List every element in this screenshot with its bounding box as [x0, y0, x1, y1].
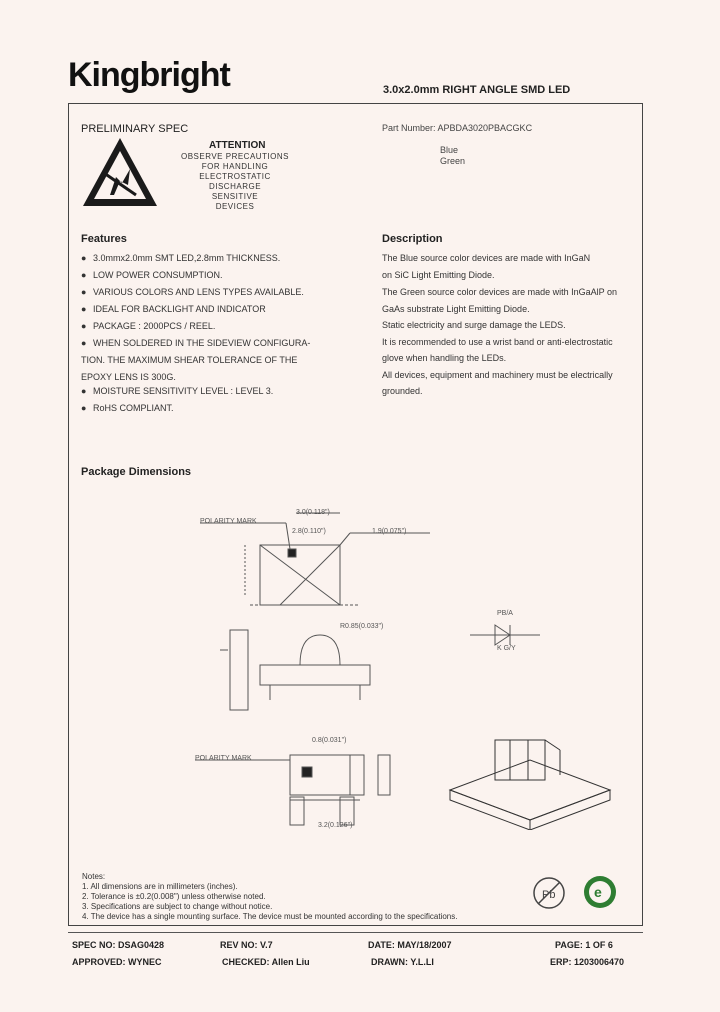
dimension-label: 3.0(0.118") [296, 509, 330, 516]
spec-number: SPEC NO: DSAG0428 [72, 940, 165, 950]
svg-text:e: e [594, 884, 602, 900]
circuit-pins: K G/Y [497, 645, 516, 652]
esd-warning-icon [80, 133, 160, 213]
note-line: 3. Specifications are subject to change without notice. [82, 902, 273, 911]
polarity-mark-label: POLARITY MARK [200, 518, 257, 525]
attention-title: ATTENTION [209, 140, 266, 151]
erp-number: ERP: 1203006470 [550, 957, 625, 967]
feature-bullet: ● [81, 287, 87, 297]
feature-item [81, 304, 266, 314]
description-line: glove when handling the LEDs. [382, 353, 507, 363]
dimension-label: R0.85(0.033") [340, 623, 384, 630]
circuit-label: PB/A [497, 610, 513, 617]
dimension-label: 1.9(0.075") [372, 528, 407, 535]
approved-by: APPROVED: WYNEC [72, 957, 162, 967]
feature-item [81, 355, 297, 365]
feature-bullet: ● [81, 386, 87, 396]
attention-line: OBSERVE PRECAUTIONS [180, 152, 290, 161]
feature-item [81, 253, 280, 263]
kingbright-logo: Kingbright [68, 56, 230, 94]
feature-item [81, 270, 223, 280]
description-line: All devices, equipment and machinery must be electrically [382, 370, 613, 380]
feature-text: VARIOUS COLORS AND LENS TYPES AVAILABLE. [93, 287, 304, 297]
isometric-view-drawing [440, 720, 620, 830]
note-line: 2. Tolerance is ±0.2(0.008") unless otherwise noted. [82, 892, 266, 901]
color-blue: Blue [440, 145, 459, 155]
preliminary-label: PRELIMINARY SPEC [81, 123, 189, 135]
feature-text: PACKAGE : 2000PCS / REEL. [93, 321, 216, 331]
feature-item [81, 372, 176, 382]
feature-bullet: ● [81, 304, 87, 314]
page-indicator: PAGE: 1 OF 6 [555, 940, 613, 950]
package-heading: Package Dimensions [81, 466, 192, 478]
dimension-label: 0.8(0.031") [312, 737, 347, 744]
features-heading: Features [81, 233, 127, 245]
feature-bullet: ● [81, 338, 87, 348]
circuit-symbol [465, 610, 545, 660]
feature-text: LOW POWER CONSUMPTION. [93, 270, 223, 280]
feature-item [81, 403, 174, 413]
dimension-label: 3.2(0.126") [318, 822, 353, 829]
drawn-by: DRAWN: Y.L.LI [371, 957, 434, 967]
svg-text:Pb: Pb [542, 889, 556, 901]
checked-by: CHECKED: Allen Liu [222, 957, 310, 967]
feature-bullet: ● [81, 270, 87, 280]
feature-bullet: ● [81, 321, 87, 331]
attention-line: DISCHARGE [208, 182, 262, 191]
document-date: DATE: MAY/18/2007 [368, 940, 452, 950]
revision-number: REV NO: V.7 [220, 940, 273, 950]
attention-line: FOR HANDLING [201, 162, 269, 171]
feature-item [81, 321, 215, 331]
side-view-drawing [220, 620, 380, 720]
feature-text: 3.0mmx2.0mm SMT LED,2.8mm THICKNESS. [93, 253, 281, 263]
document-title: 3.0x2.0mm RIGHT ANGLE SMD LED [383, 84, 571, 96]
bottom-view-drawing [190, 735, 400, 835]
feature-bullet: ● [81, 253, 87, 263]
feature-text: TION. THE MAXIMUM SHEAR TOLERANCE OF THE [81, 355, 298, 365]
footer-divider [68, 932, 643, 933]
description-line: The Blue source color devices are made with InGaN [382, 253, 591, 263]
feature-text: RoHS COMPLIANT. [93, 403, 174, 413]
feature-item [81, 287, 304, 297]
note-line: 1. All dimensions are in millimeters (inches). [82, 882, 238, 891]
description-line: on SiC Light Emitting Diode. [382, 270, 495, 280]
description-line: The Green source color devices are made with InGaAlP on [382, 287, 617, 297]
feature-text: WHEN SOLDERED IN THE SIDEVIEW CONFIGURA- [93, 338, 311, 348]
feature-bullet: ● [81, 403, 87, 413]
description-line: Static electricity and surge damage the LEDS. [382, 320, 566, 330]
lead-free-icon [532, 876, 566, 910]
part-number: Part Number: APBDA3020PBACGKC [382, 123, 533, 133]
note-line: 4. The device has a single mounting surface. The device must be mounted according to the specifications. [82, 912, 458, 921]
color-green: Green [440, 156, 466, 166]
attention-line: ELECTROSTATIC [199, 172, 271, 181]
feature-text: IDEAL FOR BACKLIGHT AND INDICATOR [93, 304, 266, 314]
description-heading: Description [382, 233, 443, 245]
attention-line: DEVICES [215, 202, 255, 211]
notes-heading: Notes: [82, 872, 106, 881]
polarity-mark-label: POLARITY MARK [195, 755, 252, 762]
rohs-eco-icon [582, 874, 618, 910]
description-line: grounded. [382, 386, 423, 396]
feature-text: MOISTURE SENSITIVITY LEVEL : LEVEL 3. [93, 386, 274, 396]
description-line: It is recommended to use a wrist band or anti-electrostatic [382, 337, 613, 347]
feature-text: EPOXY LENS IS 300G. [81, 372, 176, 382]
attention-line: SENSITIVE [211, 192, 259, 201]
feature-item [81, 386, 273, 396]
description-line: GaAs substrate Light Emitting Diode. [382, 304, 530, 314]
feature-item [81, 338, 310, 348]
dimension-label: 2.8(0.110") [292, 528, 326, 535]
